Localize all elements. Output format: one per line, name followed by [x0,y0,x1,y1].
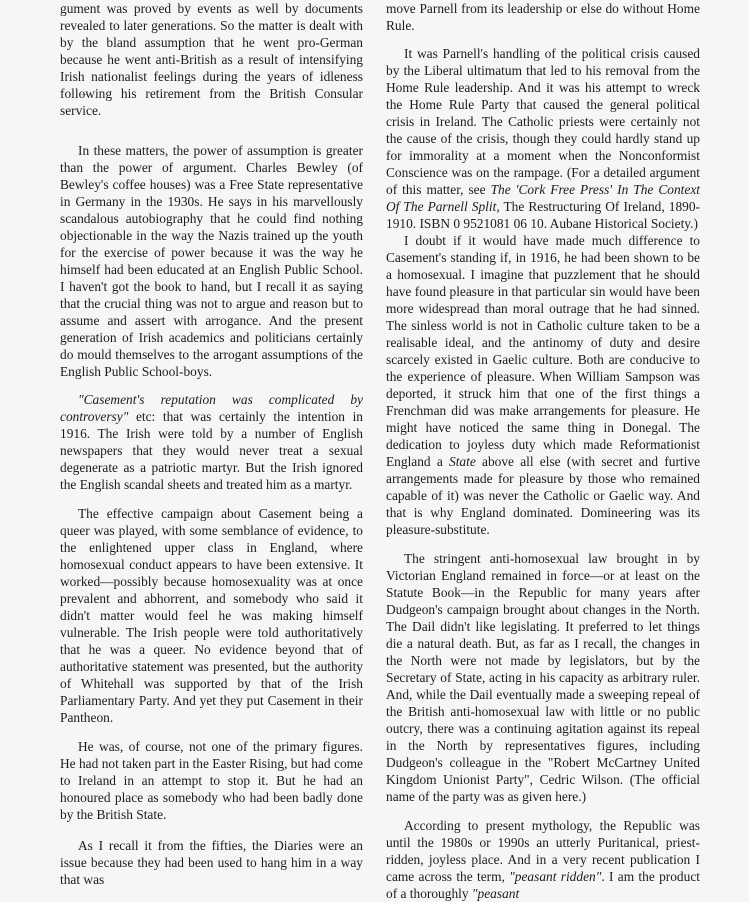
paragraph-10: The stringent anti-homosexual law brought in by Victorian England remained in force—or at least on the Statute Book—in the Republic for many years after Dudgeon's campaign brought about changes in the North. The Dail didn't like legislating. It preferred to let things die a natural death. But, as far as I recall, the changes in the North were not made by legislators, but by the Secretary of State, acting in his capacity as arbitrary ruler. And, while the Dail eventually made a sweeping repeal of the British anti-homosexual law with little or no public outcry, there was a continuing agitation against its repeal in the North by representatives figures, including Dudgeon's colleague in the "Robert McCartney United Kingdom Unionist Party", Cedric Wilson. (The official name of the party was as given here.) [386,551,700,804]
paragraph-8: It was Parnell's handling of the political crisis caused by the Liberal ultimatum that led to his removal from the Home Rule leadership. And it was his attempt to wreck the Home Rule Party that caused the general political crisis in Ireland. The Catholic priests were certainly not the cause of the crisis, though they could hardly stand up for immorality at a moment when the Nonconformist Conscience was on the rampage. (For a detailed argument of this matter, see The 'Cork Free Press' In The Context Of The Parnell Split, The Restructuring Of Ireland, 1890-1910. ISBN 0 9521081 06 10. Aubane Historical Society.) [386,46,700,231]
state-italic: State [449,454,476,469]
paragraph-3: "Casement's reputation was complicated by controversy" etc: that was certainly the intention in 1916. The Irish were told by a number of English newspapers that they would never treat a sexual degenerate as a patriotic martyr. But the Irish ignored the English scandal sheets and treated him as a martyr. [60,392,363,492]
paragraph-9: I doubt if it would have made much difference to Casement's standing if, in 1916, he had been shown to be a homosexual. I imagine that puzzlement that he should have found pleasure in that particular sin would have been more widespread than moral outrage that he had sinned. The sinless world is not in Catholic culture taken to be a realisable ideal, and the antinomy of duty and desire scarcely existed in Gaelic culture. Both are conducive to the experience of pleasure. When William Sampson was deported, it struck him that one of the first things a Frenchman did was make arrangements for pleasure. He might have noticed the same thing in Donegal. The dedication to joyless duty which made Reformationist England a State above all else (with secret and furtive arrangements made for pleasure by those who remained capable of it) was never the Catholic or Gaelic way. And that is why England dominated. Domineering was its pleasure-substitute. [386,233,701,537]
peasant-ridden-italic: "peasant ridden" [509,869,602,884]
left-column [60,0,363,888]
quote-italic: "Casement's reputation was complicated by controversy" [60,392,363,424]
peasant-italic: "peasant [471,886,520,901]
book-title-italic: The 'Cork Free Press' In The Context Of The Parnell Split, [386,182,700,214]
paragraph-2: In these matters, the power of assumption is greater than the power of argument. Charles Bewley (of Bewley's coffee houses) was a Free State representative in Germany in the 1930s. He says in his marvellously scandalous autobiography that he could find nothing objectionable in the way the Nazis trained up the youth for the exercise of power because it was the way he himself had been educated at an English Public School. I haven't got the book to hand, but I recall it as saying that the crucial thing was not to argue and reason but to assume and assert with arrogance. And the present generation of Irish academics and politicians certainly do mould themselves to the arrogant assumptions of the English Public School-boys. [60,143,363,379]
paragraph-7: move Parnell from its leadership or else do without Home Rule. [386,1,700,33]
paragraph-4: The effective campaign about Casement being a queer was played, with some semblance of evidence, to the enlightened upper class in England, where homosexual conduct appears to have been extensive. It worked—possibly because homosexuality was at once prevalent and abhorrent, and somebody who said it didn't matter would feel he was making himself vulnerable. The Irish people were told authoritatively that he was a queer. No evidence beyond that of authoritative statement was presented, but the authority of Whitehall was supported by that of the Irish Parliamentary Party. And yet they put Casement in their Pantheon. [60,506,363,725]
right-column [386,0,700,902]
paragraph-5: He was, of course, not one of the primary figures. He had not taken part in the Easter Rising, but had come to Ireland in an attempt to stop it. But he had an honoured place as somebody who had been badly done by the British State. [60,739,363,822]
paragraph-1: gument was proved by events as well by documents revealed to later generations. So the matter is dealt with by the bland assumption that he went pro-German because he went anti-British as a result of intensifying Irish nationalist feelings during the years of idleness following his retirement from the British Consular service. [60,1,363,118]
paragraph-11: According to present mythology, the Republic was until the 1980s or 1990s an utterly Puritanical, priest-ridden, joyless place. And in a very recent publication I came across the term, "peasant ridden". I am the product of a thoroughly "peasant [386,818,700,901]
paragraph-6: As I recall it from the fifties, the Diaries were an issue because they had been used to hang him in a way that was [60,838,363,887]
